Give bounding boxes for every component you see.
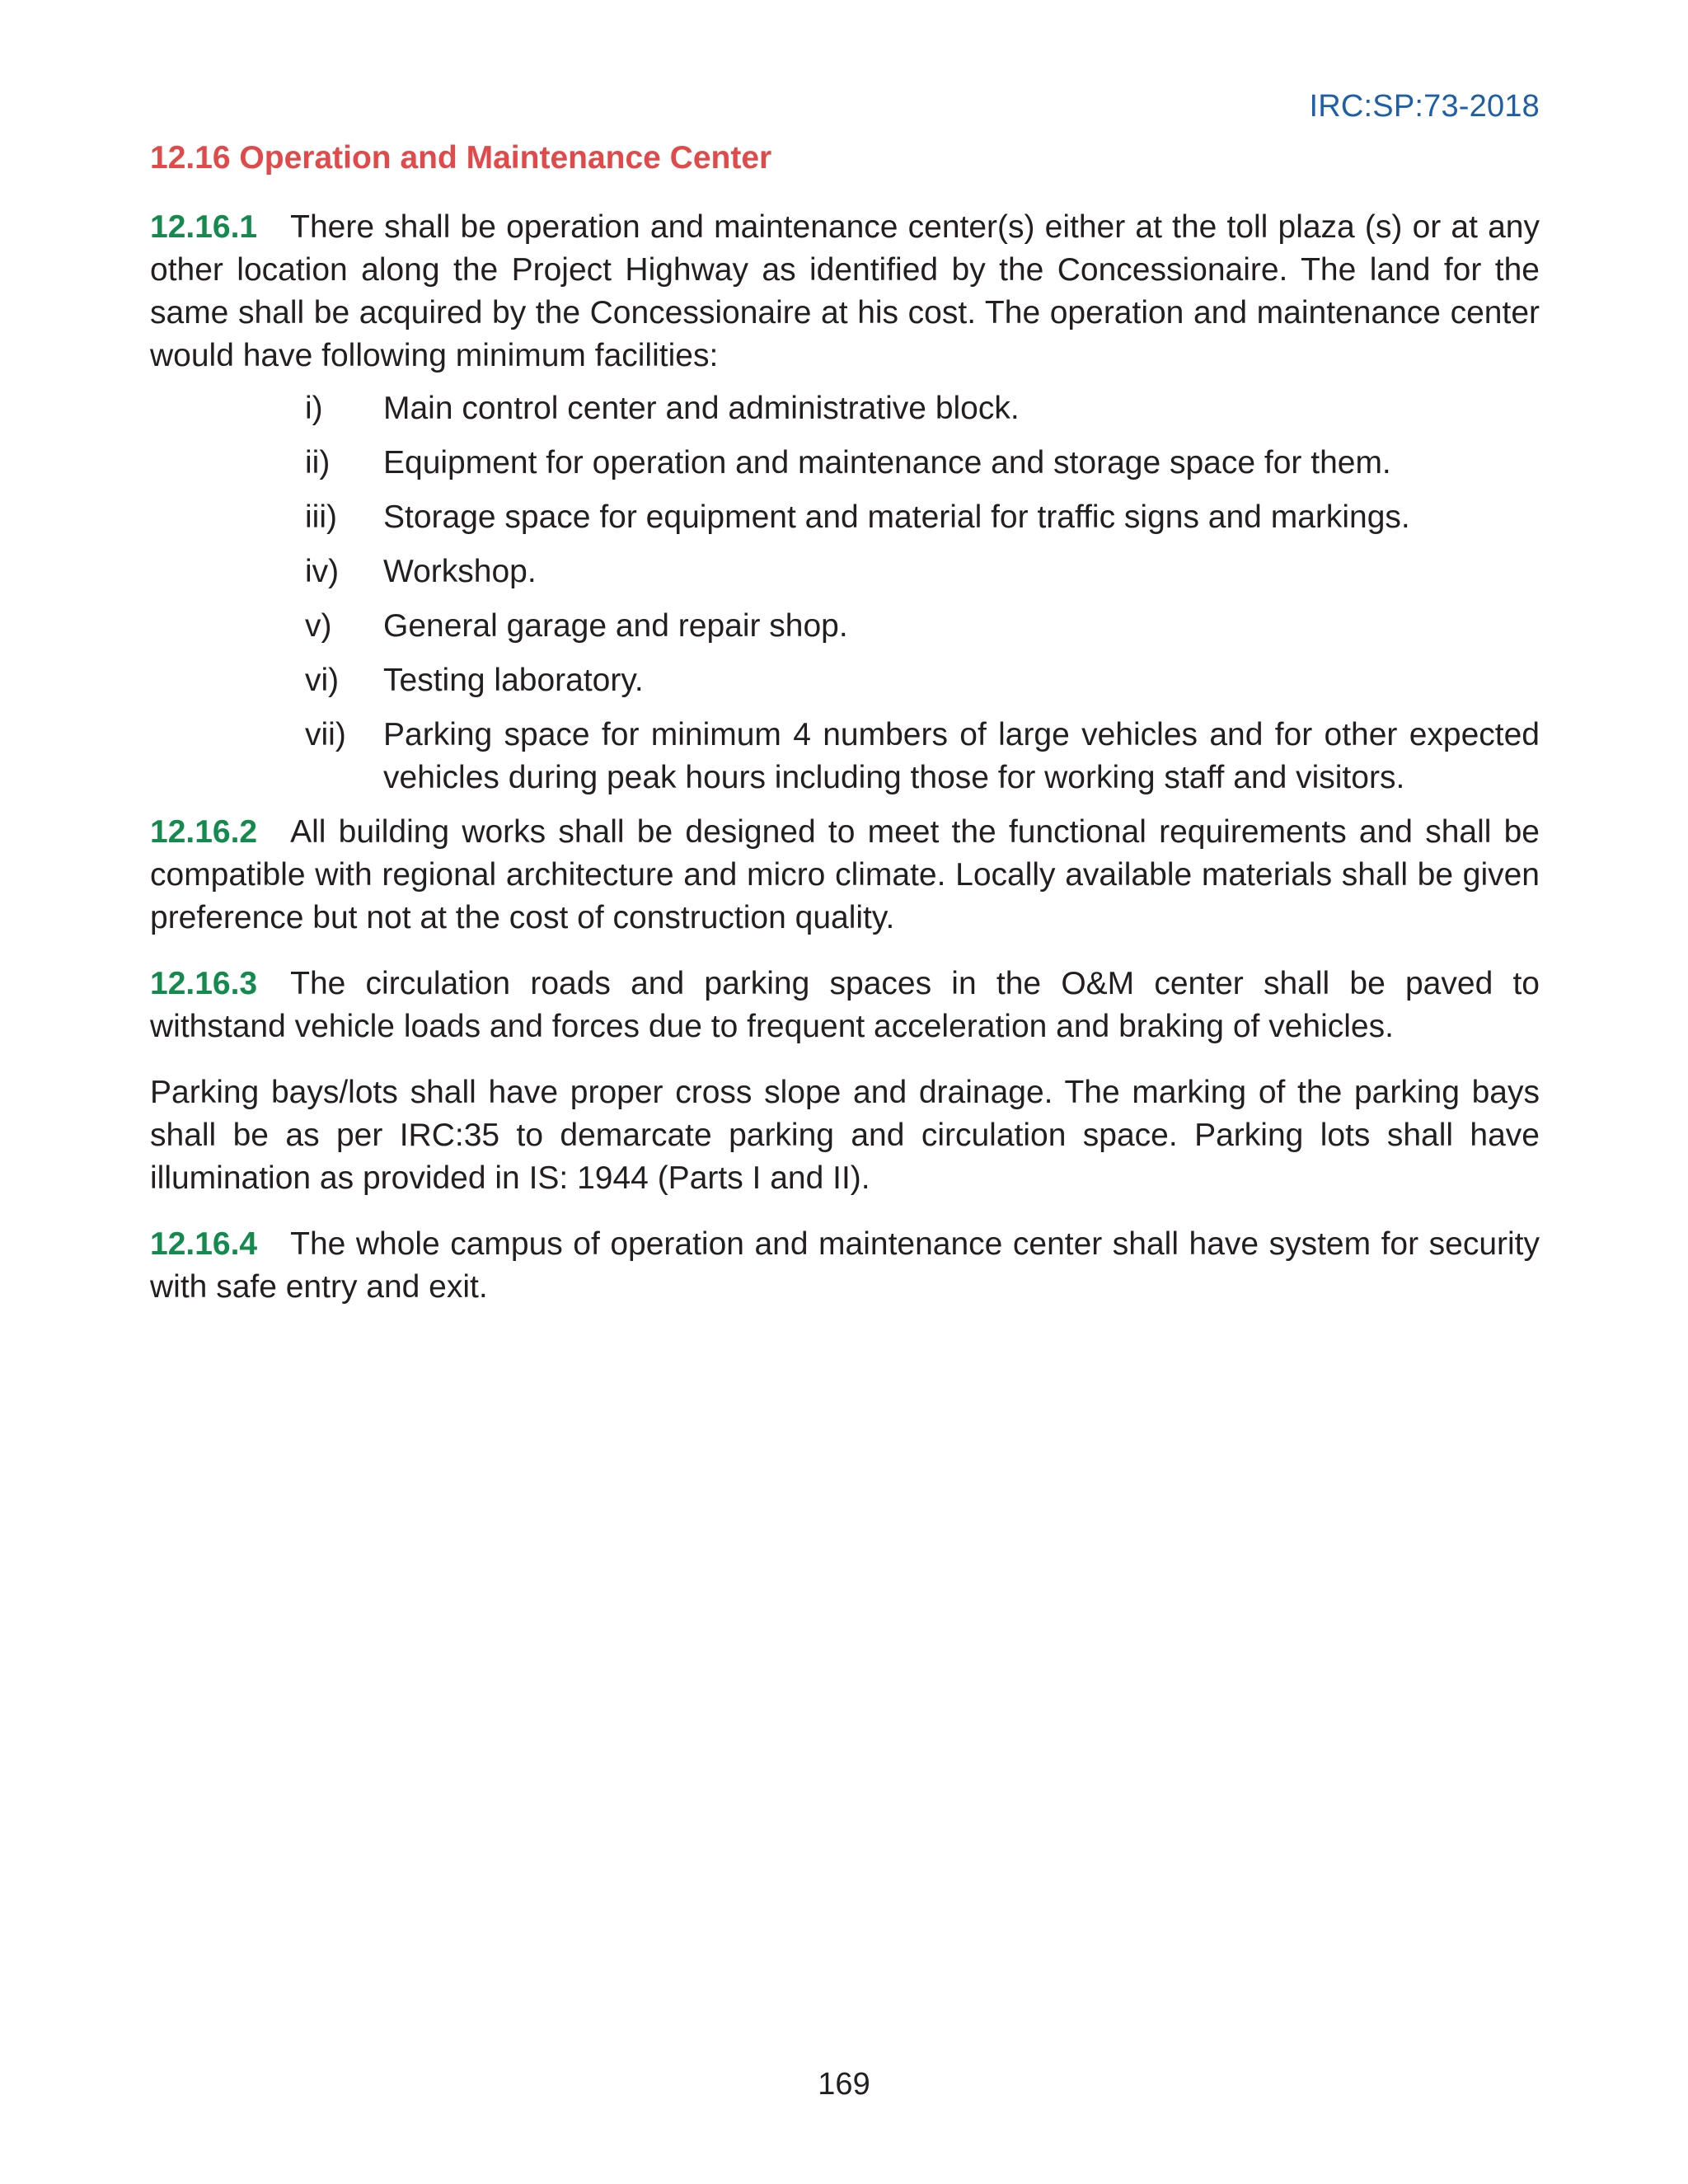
page-number: 169 [818, 2067, 870, 2102]
list-item [305, 387, 1540, 430]
list-item-text: Workshop. [383, 554, 537, 589]
clause-12-16-1 [150, 206, 1540, 377]
section-heading: 12.16 Operation and Maintenance Center [150, 140, 772, 176]
list-item-text: General garage and repair shop. [383, 608, 848, 644]
clause-text: All building works shall be designed to meet the functional requirements and shall be compatible with regional architecture and micro climate. Locally available materials shall be given preference but not at the cost of construction quality. [150, 814, 1540, 935]
section-body [150, 206, 1540, 1332]
clause-12-16-3 [150, 963, 1540, 1048]
clause-text: There shall be operation and maintenance center(s) either at the toll plaza (s) or at any other location along the Project Highway as identified by the Concessionaire. The land for the same shall be acquired by the Concessionaire at his cost. The operation and maintenance center would have following minimum facilities: [150, 209, 1540, 373]
list-item-text: Storage space for equipment and material for traffic signs and markings. [383, 499, 1410, 535]
clause-12-16-2 [150, 811, 1540, 940]
clause-number: 12.16.4 [150, 1226, 258, 1262]
list-item [305, 605, 1540, 648]
list-item-number: vi) [305, 663, 340, 698]
list-item-number: i) [305, 391, 323, 426]
list-item-text: Main control center and administrative block. [383, 391, 1020, 426]
list-item [305, 551, 1540, 593]
list-item-number: vii) [305, 717, 346, 752]
clause-12-16-3-continuation: Parking bays/lots shall have proper cross slope and drainage. The marking of the parking bays shall be as per IRC:35 to demarcate parking and circulation space. Parking lots shall have illumination as provided in IS: 1944 (Parts I and II). [150, 1075, 1540, 1196]
clause-text: The whole campus of operation and maintenance center shall have system for security with safe entry and exit. [150, 1226, 1540, 1305]
list-item [305, 714, 1540, 799]
clause-12-16-4 [150, 1223, 1540, 1309]
list-item-text: Testing laboratory. [383, 663, 644, 698]
list-item-number: iii) [305, 499, 337, 535]
list-item-number: v) [305, 608, 332, 644]
list-item [305, 659, 1540, 702]
clause-text: The circulation roads and parking spaces in the O&M center shall be paved to withstand vehicle loads and forces due to frequent acceleration and braking of vehicles. [150, 966, 1540, 1044]
clause-number: 12.16.2 [150, 814, 258, 850]
facility-list [150, 387, 1540, 799]
clause-number: 12.16.1 [150, 209, 258, 245]
list-item-text: Parking space for minimum 4 numbers of large vehicles and for other expected vehicles during peak hours including those for working staff and visitors. [383, 717, 1540, 795]
list-item-number: iv) [305, 554, 340, 589]
document-code: IRC:SP:73-2018 [1309, 89, 1540, 124]
list-item [305, 442, 1540, 485]
clause-number: 12.16.3 [150, 966, 258, 1001]
list-item-text: Equipment for operation and maintenance and storage space for them. [383, 445, 1391, 480]
list-item-number: ii) [305, 445, 331, 480]
list-item [305, 496, 1540, 539]
